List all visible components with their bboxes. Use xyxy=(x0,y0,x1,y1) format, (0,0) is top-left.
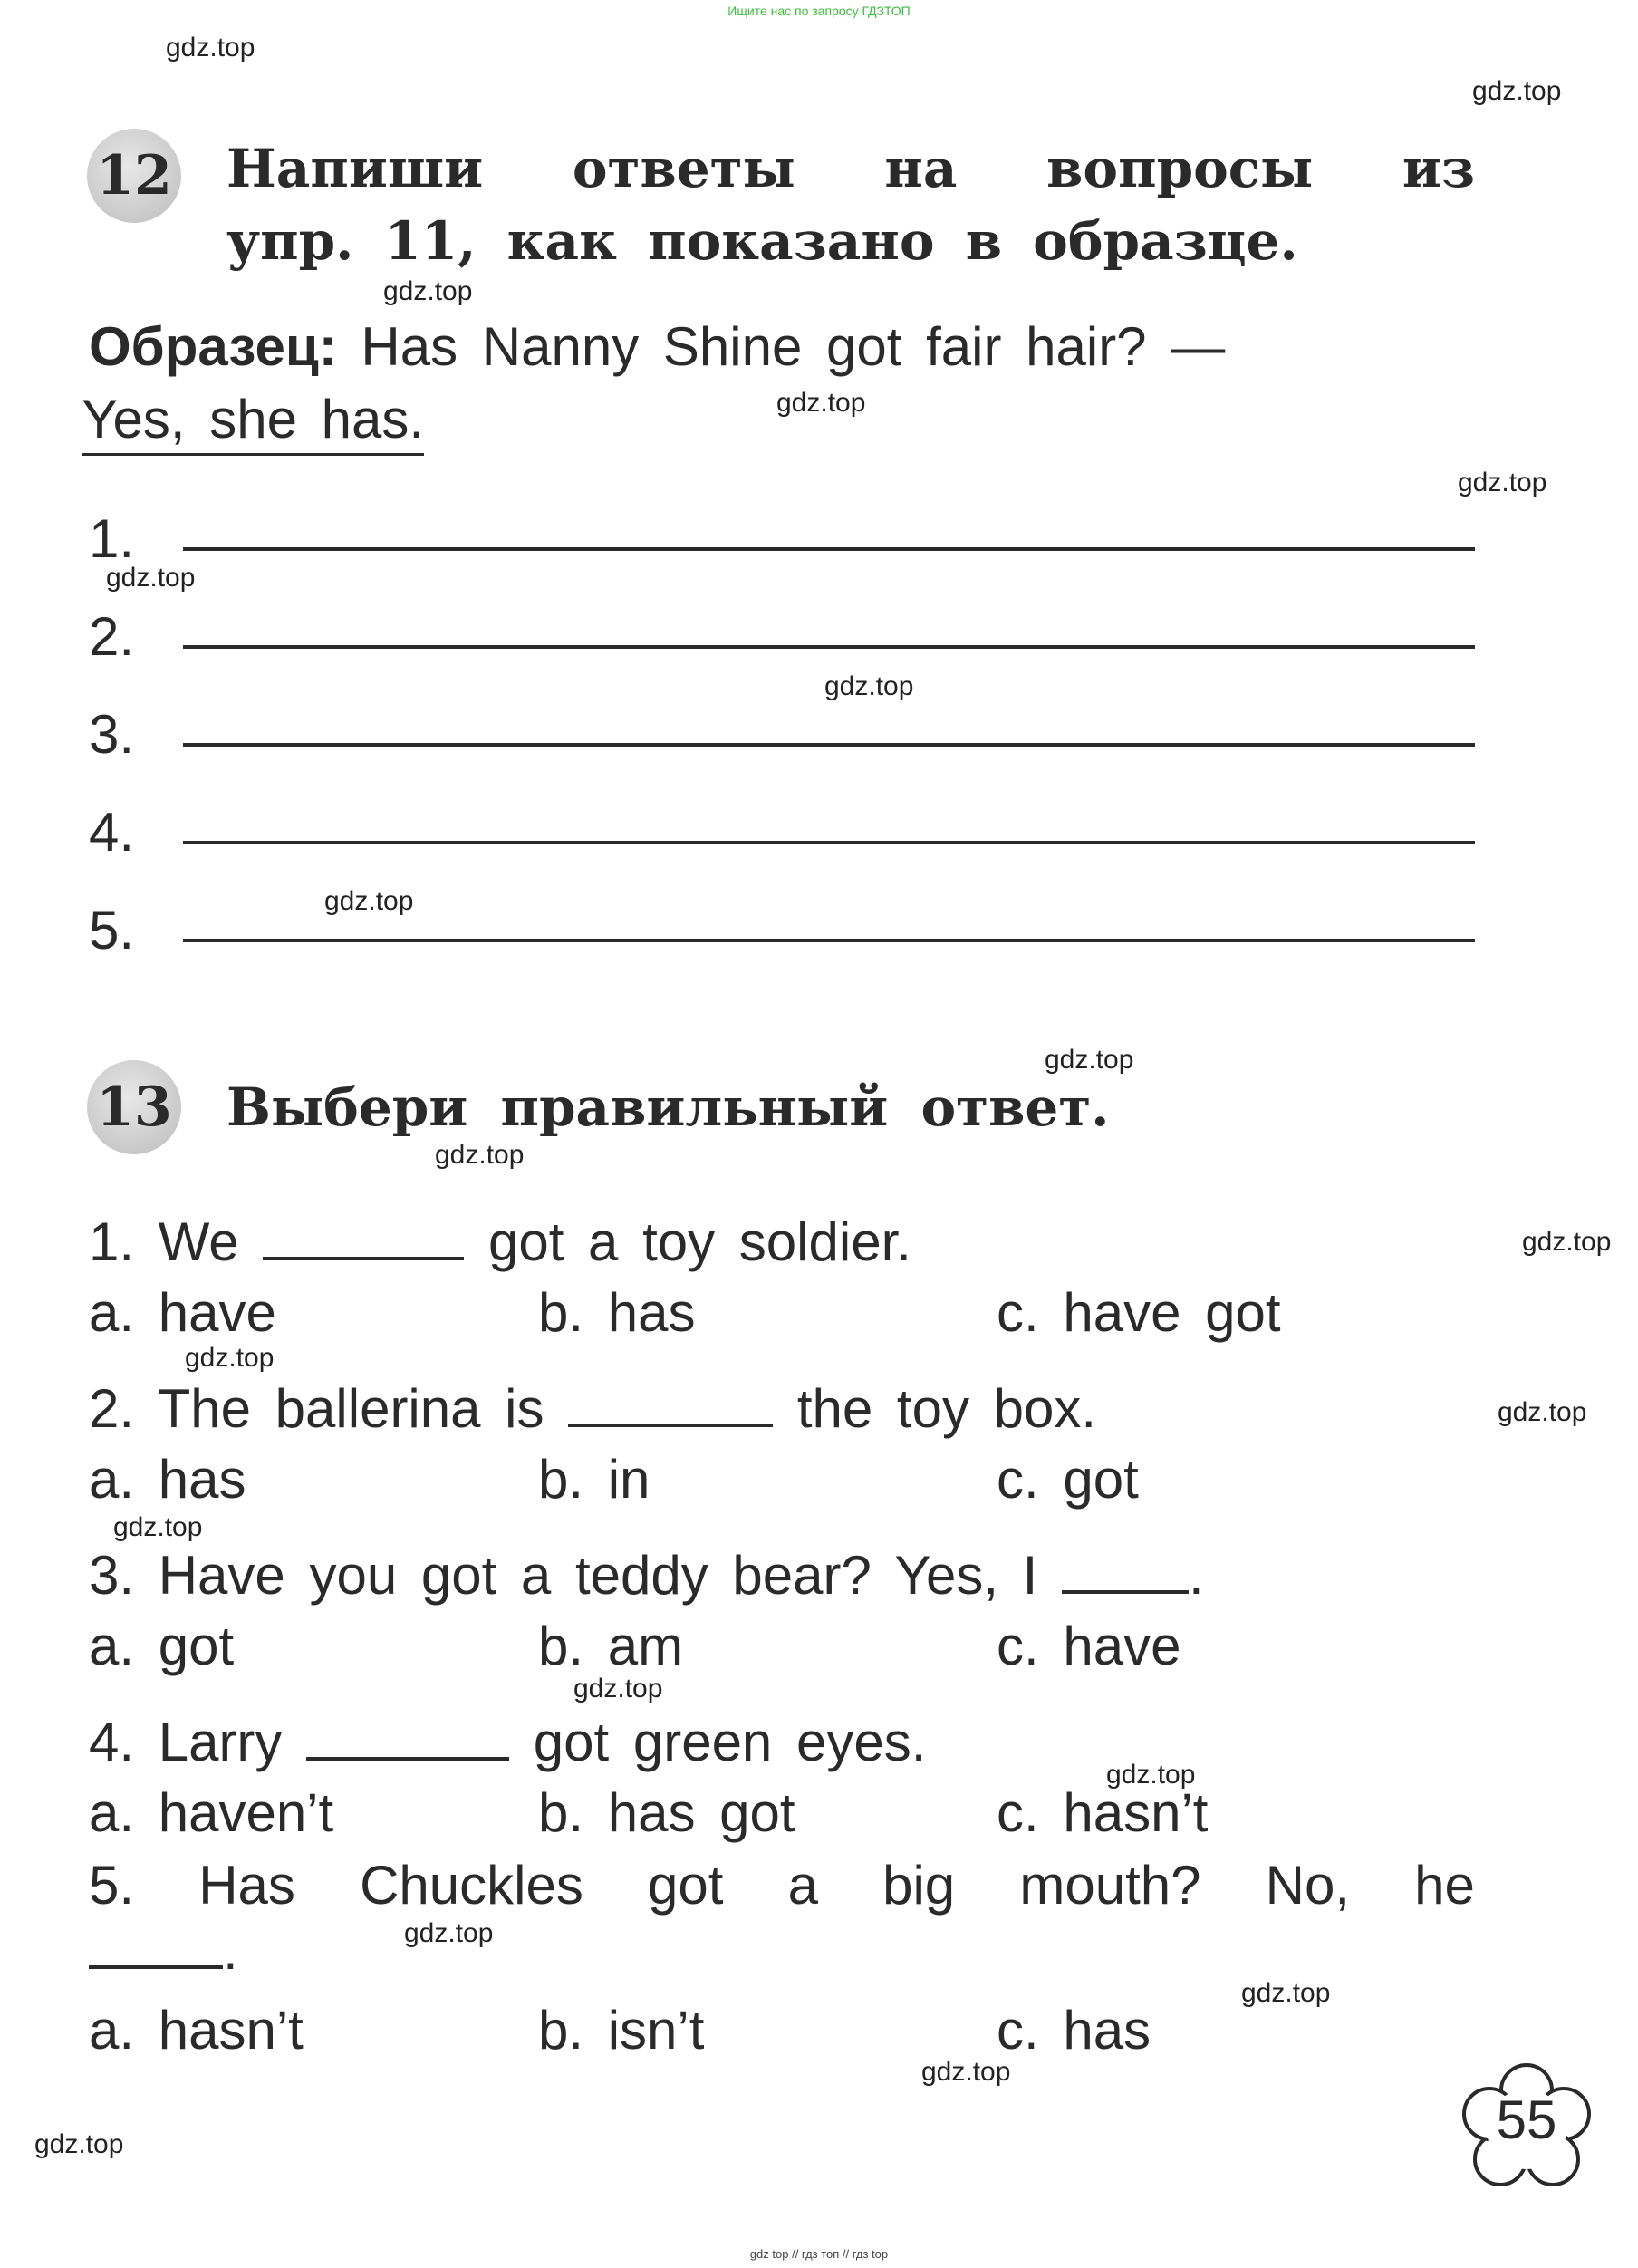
answer-number: 3. xyxy=(89,704,135,765)
answer-line[interactable] xyxy=(183,939,1475,942)
page-number: 55 xyxy=(1496,2089,1557,2150)
watermark: gdz.top xyxy=(573,1674,663,1703)
option-b[interactable]: b. has xyxy=(538,1282,696,1343)
question-word: Chuckles xyxy=(360,1855,583,1916)
watermark: gdz.top xyxy=(1498,1397,1587,1427)
watermark: gdz.top xyxy=(383,276,473,306)
question-3 xyxy=(89,1544,1204,1607)
watermark: gdz.top xyxy=(324,886,414,916)
option-a[interactable]: a. haven’t xyxy=(89,1782,334,1843)
heading-word: Напиши xyxy=(226,138,484,199)
answer-line-row xyxy=(89,801,1475,873)
answer-line-row xyxy=(89,899,1475,971)
watermark: gdz.top xyxy=(435,1140,525,1170)
answer-blank[interactable] xyxy=(306,1748,509,1761)
answer-number: 2. xyxy=(89,606,135,667)
option-b[interactable]: b. in xyxy=(538,1449,650,1510)
question-5 xyxy=(89,1854,1475,1916)
question-text: got a toy soldier. xyxy=(487,1211,911,1272)
watermark: gdz.top xyxy=(113,1512,203,1542)
answer-number: 4. xyxy=(89,802,135,863)
option-c[interactable]: c. have got xyxy=(997,1282,1281,1343)
answer-line-row xyxy=(89,703,1475,776)
option-b[interactable]: b. has got xyxy=(538,1782,795,1843)
question-text: 4. Larry xyxy=(89,1712,283,1772)
option-c[interactable]: c. have xyxy=(997,1616,1181,1676)
option-a[interactable]: a. has xyxy=(89,1449,246,1510)
sample-line xyxy=(89,315,1225,378)
question-word: mouth? xyxy=(1019,1855,1201,1916)
exercise-heading xyxy=(226,138,1475,199)
answer-line[interactable] xyxy=(183,743,1475,747)
question-text: 2. The ballerina is xyxy=(89,1378,544,1439)
exercise-heading-line2: упр. 11, как показано в образце. xyxy=(226,210,1298,272)
watermark: gdz.top xyxy=(404,1918,494,1948)
question-4 xyxy=(89,1711,926,1773)
exercise-heading: Выбери правильный ответ. xyxy=(226,1076,1110,1138)
question-word: big xyxy=(882,1855,956,1916)
option-c[interactable]: c. hasn’t xyxy=(997,1782,1209,1843)
question-word: Has xyxy=(198,1855,295,1916)
watermark: gdz.top xyxy=(1458,468,1547,497)
answer-line-row xyxy=(89,507,1475,580)
answer-number: 5. xyxy=(89,900,135,960)
watermark: gdz.top xyxy=(1241,1978,1331,2008)
question-text: . xyxy=(223,1920,238,1981)
sample-answer-wrap xyxy=(82,388,424,450)
option-c[interactable]: c. got xyxy=(997,1449,1139,1510)
heading-word: из xyxy=(1402,138,1475,199)
watermark: gdz.top xyxy=(106,563,196,593)
answer-blank[interactable] xyxy=(263,1248,464,1260)
watermark: gdz.top xyxy=(824,671,914,701)
sample-label: Образец: xyxy=(89,316,337,377)
option-c[interactable]: c. has xyxy=(997,2000,1151,2061)
heading-word: вопросы xyxy=(1046,138,1314,199)
answer-line[interactable] xyxy=(183,841,1475,844)
question-1 xyxy=(89,1211,911,1273)
answer-blank[interactable] xyxy=(89,1956,223,1969)
question-text: 1. We xyxy=(89,1211,239,1272)
exercise-number-badge: 13 xyxy=(87,1060,181,1154)
heading-word: на xyxy=(884,138,958,199)
question-word: got xyxy=(648,1855,724,1916)
question-text: . xyxy=(1189,1545,1204,1606)
watermark: gdz.top xyxy=(776,388,866,418)
watermark: gdz.top xyxy=(166,33,255,63)
question-word: he xyxy=(1414,1855,1475,1916)
option-a[interactable]: a. have xyxy=(89,1282,276,1343)
question-text: got green eyes. xyxy=(533,1712,927,1772)
option-b[interactable]: b. am xyxy=(538,1616,684,1676)
answer-line-row xyxy=(89,605,1475,678)
exercise-number-badge: 12 xyxy=(87,129,181,223)
watermark: gdz.top xyxy=(34,2129,124,2159)
answer-line[interactable] xyxy=(183,547,1475,551)
question-5-continued xyxy=(89,1919,238,1982)
answer-number: 1. xyxy=(89,508,135,569)
watermark: gdz.top xyxy=(921,2057,1011,2087)
answer-line[interactable] xyxy=(183,645,1475,649)
question-word: No, xyxy=(1265,1855,1351,1916)
question-2 xyxy=(89,1377,1096,1440)
option-b[interactable]: b. isn’t xyxy=(538,2000,705,2061)
sample-answer: Yes, she has. xyxy=(82,389,424,456)
watermark: gdz.top xyxy=(1045,1045,1134,1075)
question-text: 3. Have you got a teddy bear? Yes, I xyxy=(89,1545,1038,1606)
watermark: gdz.top xyxy=(185,1343,275,1373)
bottom-site-note: gdz top // гдз топ // гдз top xyxy=(749,2247,889,2261)
watermark: gdz.top xyxy=(1106,1760,1196,1790)
watermark: gdz.top xyxy=(1522,1227,1612,1257)
sample-question: Has Nanny Shine got fair hair? — xyxy=(361,316,1226,377)
watermark: gdz.top xyxy=(1472,76,1562,106)
answer-blank[interactable] xyxy=(568,1414,773,1427)
question-word: a xyxy=(787,1855,818,1916)
answer-blank[interactable] xyxy=(1062,1581,1189,1594)
heading-word: ответы xyxy=(572,138,795,199)
option-a[interactable]: a. got xyxy=(89,1616,235,1676)
option-a[interactable]: a. hasn’t xyxy=(89,2000,304,2061)
question-text: the toy box. xyxy=(796,1378,1097,1439)
question-word: 5. xyxy=(89,1855,135,1916)
top-search-note: Ищите нас по запросу ГДЗТОП xyxy=(727,4,911,18)
